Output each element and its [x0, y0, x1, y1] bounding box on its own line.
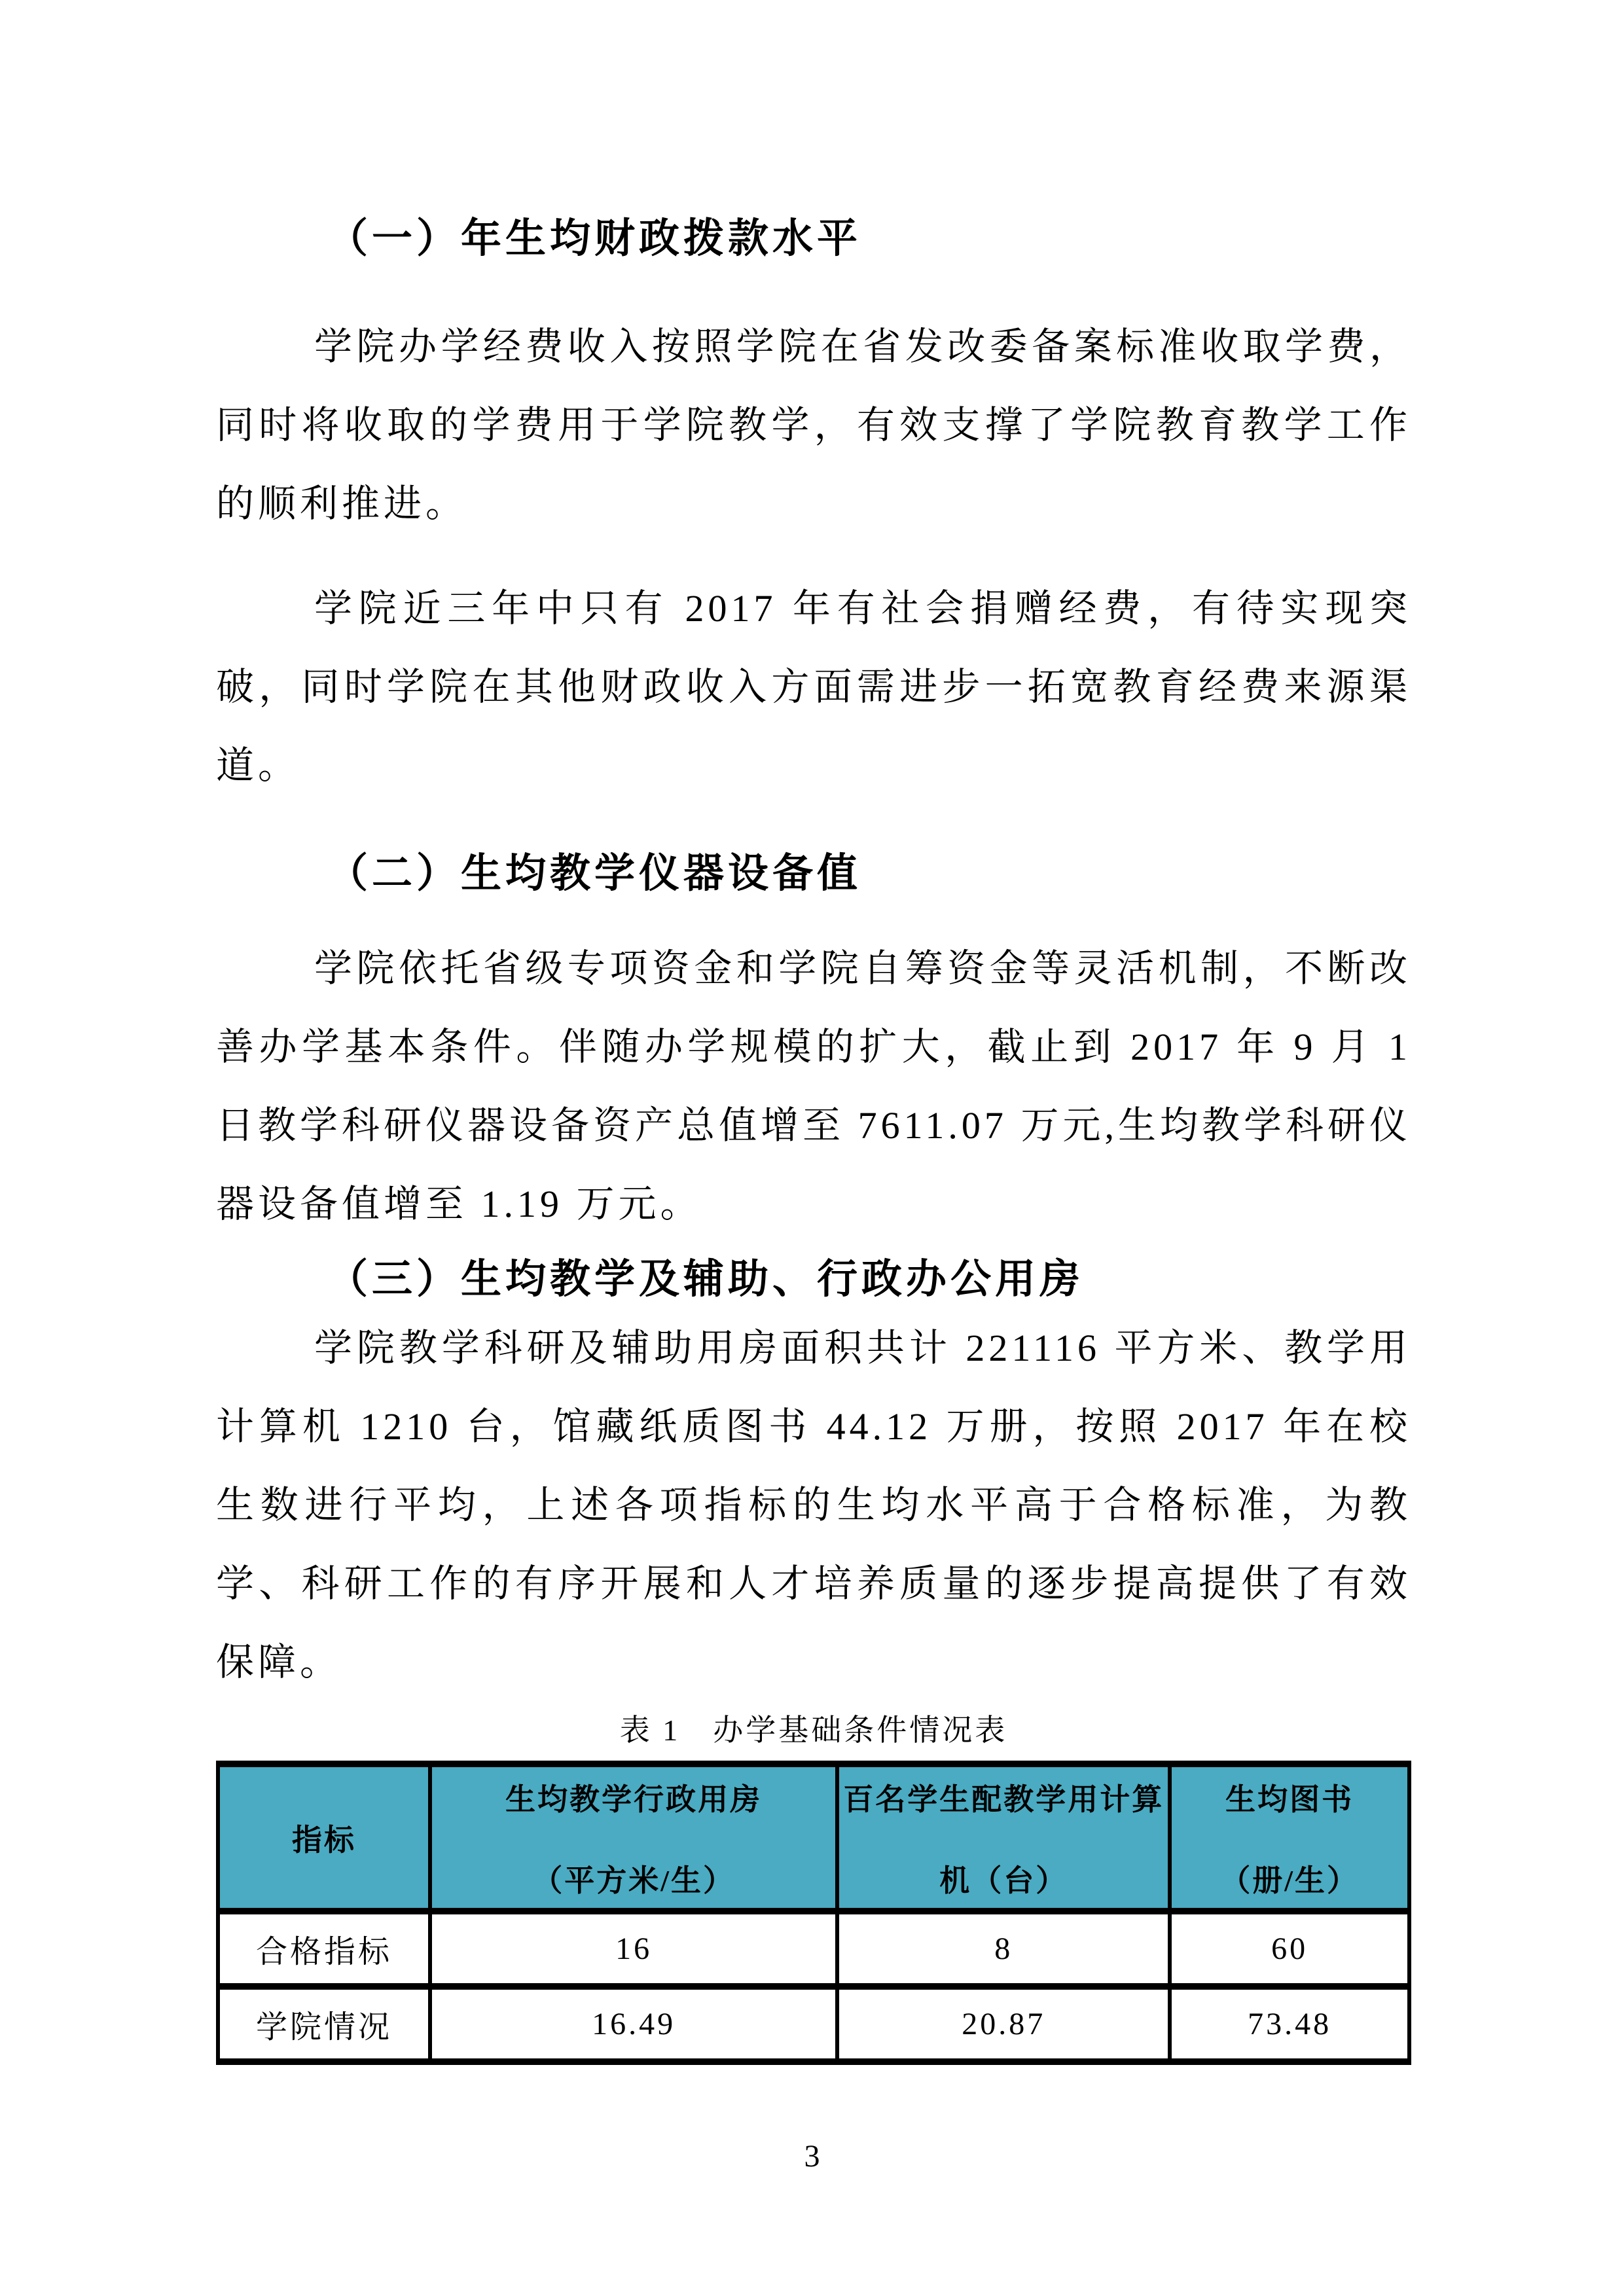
- section-equipment-value: [216, 844, 1411, 1244]
- table-row-college-situation: [218, 1986, 1409, 2062]
- header-unit: （册/生）: [1220, 1863, 1359, 1897]
- section-heading-3: （三）生均教学及辅助、行政办公用房: [327, 1257, 1085, 1302]
- data-cell: 20.87: [837, 1986, 1170, 2062]
- row-label: 合格指标: [218, 1911, 430, 1986]
- data-cell: 60: [1170, 1911, 1409, 1986]
- table-header-row: [218, 1764, 1409, 1911]
- basic-conditions-table: [216, 1761, 1411, 2065]
- paragraph: 学院近三年中只有 2017 年有社会捐赠经费，有待实现突破，同时学院在其他财政收入方面需进步一拓宽教育经费来源渠道。: [216, 587, 1411, 787]
- page-number: 3: [804, 2139, 820, 2174]
- section-office-space: [216, 1250, 1411, 1702]
- header-cell-computers: [837, 1764, 1170, 1911]
- header-cell-floor-area: [430, 1764, 837, 1911]
- header-cell-indicator: [218, 1764, 430, 1911]
- section-heading-2: （二）生均教学仪器设备值: [327, 852, 862, 896]
- data-cell: 8: [837, 1911, 1170, 1986]
- data-cell: 16: [430, 1911, 837, 1986]
- data-cell: 73.48: [1170, 1986, 1409, 2062]
- section-annual-funding: [216, 209, 1411, 805]
- table-caption: 表 1 办学基础条件情况表: [619, 1713, 1008, 1747]
- row-label: 学院情况: [218, 1986, 430, 2062]
- header-text: 生均图书: [1225, 1782, 1354, 1816]
- paragraph: 学院教学科研及辅助用房面积共计 221116 平方米、教学用计算机 1210 台，馆藏纸质图书 44.12 万册，按照 2017 年在校生数进行平均，上述各项指标的生均水平高于合格标准，为教学、科研工作的有序开展和人才培养质量的逐步提高提供了有效保障。: [216, 1327, 1411, 1683]
- header-text: 百名学生配教学用计算: [843, 1782, 1164, 1816]
- header-cell-books: [1170, 1764, 1409, 1911]
- header-text: 指标: [291, 1823, 356, 1857]
- data-cell: 16.49: [430, 1986, 837, 2062]
- section-heading-1: （一）年生均财政拨款水平: [327, 217, 862, 261]
- paragraph: 学院依托省级专项资金和学院自筹资金等灵活机制，不断改善办学基本条件。伴随办学规模的扩大，截止到 2017 年 9 月 1 日教学科研仪器设备资产总值增至 7611.07 万元,生均教学科研仪器设备值增至 1.19 万元。: [216, 947, 1411, 1225]
- header-text: 生均教学行政用房: [505, 1782, 763, 1816]
- paragraph: 学院办学经费收入按照学院在省发改委备案标准收取学费，同时将收取的学费用于学院教学，有效支撑了学院教育教学工作的顺利推进。: [216, 325, 1411, 525]
- header-unit: （平方米/生）: [532, 1863, 736, 1897]
- table-row-qualified-standard: [218, 1911, 1409, 1986]
- header-unit: 机（台）: [939, 1863, 1068, 1897]
